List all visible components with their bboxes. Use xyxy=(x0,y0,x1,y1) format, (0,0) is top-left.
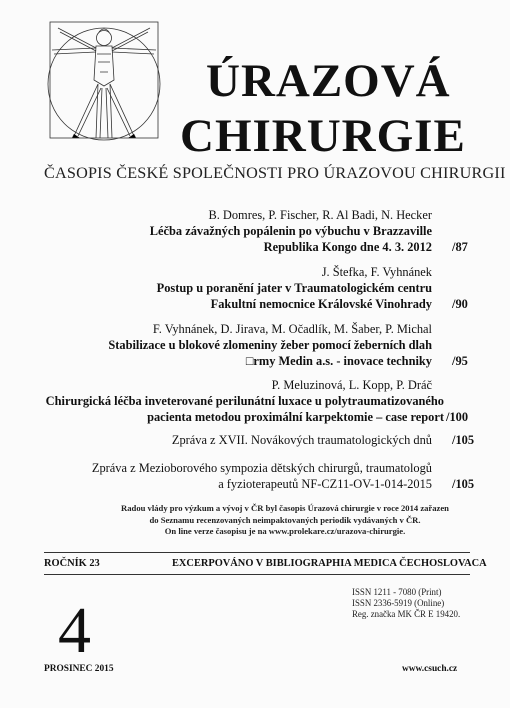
notice-line: do Seznamu recenzovaných neimpaktovaných periodik vydávaných v ČR. xyxy=(149,514,421,525)
report-page-number: /105 xyxy=(452,433,475,447)
article-title-line: Postup u poranění jater v Traumatologickém centru xyxy=(156,281,432,295)
indexing-label: EXCERPOVÁNO V BIBLIOGRAPHIA MEDICA ČECHOSLOVACA xyxy=(172,558,487,569)
report-page-number: /105 xyxy=(452,477,475,491)
article-authors: B. Domres, P. Fischer, R. Al Badi, N. Hecker xyxy=(208,208,432,222)
article-page-number: /87 xyxy=(452,240,468,254)
article-authors: P. Meluzinová, L. Kopp, P. Dráč xyxy=(271,378,432,392)
article-authors: J. Štefka, F. Vyhnánek xyxy=(321,265,432,279)
article-title-line: Léčba závažných popálenin po výbuchu v Brazzaville xyxy=(149,224,432,238)
article-authors: F. Vyhnánek, D. Jirava, M. Očadlík, M. Šaber, P. Michal xyxy=(152,322,432,336)
notice-line: On line verze časopisu je na www.prolekare.cz/urazova-chirurgie. xyxy=(164,526,406,537)
journal-subtitle: ČASOPIS ČESKÉ SPOLEČNOSTI PRO ÚRAZOVOU CHIRURGII xyxy=(44,164,506,182)
article-title-line: Fakultní nemocnice Královské Vinohrady xyxy=(210,297,432,311)
article-title-line: Chirurgická léčba inveterované perilunátní luxace u polytraumatizovaného xyxy=(45,394,444,408)
article-title-line: pacienta metodou proximální karpektomie – case report xyxy=(147,410,444,424)
article-title-line: □rmy Medin a.s. - inovace techniky xyxy=(245,354,432,368)
issue-date: PROSINEC 2015 xyxy=(44,664,114,674)
report-title-line: Zpráva z XVII. Novákových traumatologických dnů xyxy=(171,433,432,447)
vitruvian-man-logo xyxy=(44,14,164,146)
website-link[interactable]: www.csuch.cz xyxy=(402,664,458,674)
article-page-number: /100 xyxy=(446,410,469,424)
issn-online: ISSN 2336-5919 (Online) xyxy=(352,598,445,609)
volume-label: ROČNÍK 23 xyxy=(44,558,100,569)
issue-number: 4 xyxy=(58,594,91,667)
divider-bottom xyxy=(44,574,470,575)
article-title-line: Stabilizace u blokové zlomeniny žeber pomocí žeberních dlah xyxy=(108,338,432,352)
article-title-line: Republika Kongo dne 4. 3. 2012 xyxy=(263,240,432,254)
issn-print: ISSN 1211 - 7080 (Print) xyxy=(352,587,442,597)
indexing-notice xyxy=(100,503,470,538)
article-page-number: /95 xyxy=(452,354,468,368)
registration-number: Reg. značka MK ČR E 19420. xyxy=(352,609,461,620)
report-title-line: a fyzioterapeutů NF-CZ11-OV-1-014-2015 xyxy=(218,477,432,491)
publication-info xyxy=(352,587,460,621)
article-page-number: /90 xyxy=(452,297,468,311)
notice-line: Radou vlády pro výzkum a vývoj v ČR byl časopis Úrazová chirurgie v roce 2014 zařazen xyxy=(121,503,449,513)
report-title-line: Zpráva z Mezioborového sympozia dětských chirurgů, traumatologů xyxy=(91,461,432,475)
journal-title-line1: ÚRAZOVÁ xyxy=(206,55,451,107)
journal-title-line2: CHIRURGIE xyxy=(180,110,466,162)
divider-top xyxy=(44,552,470,553)
